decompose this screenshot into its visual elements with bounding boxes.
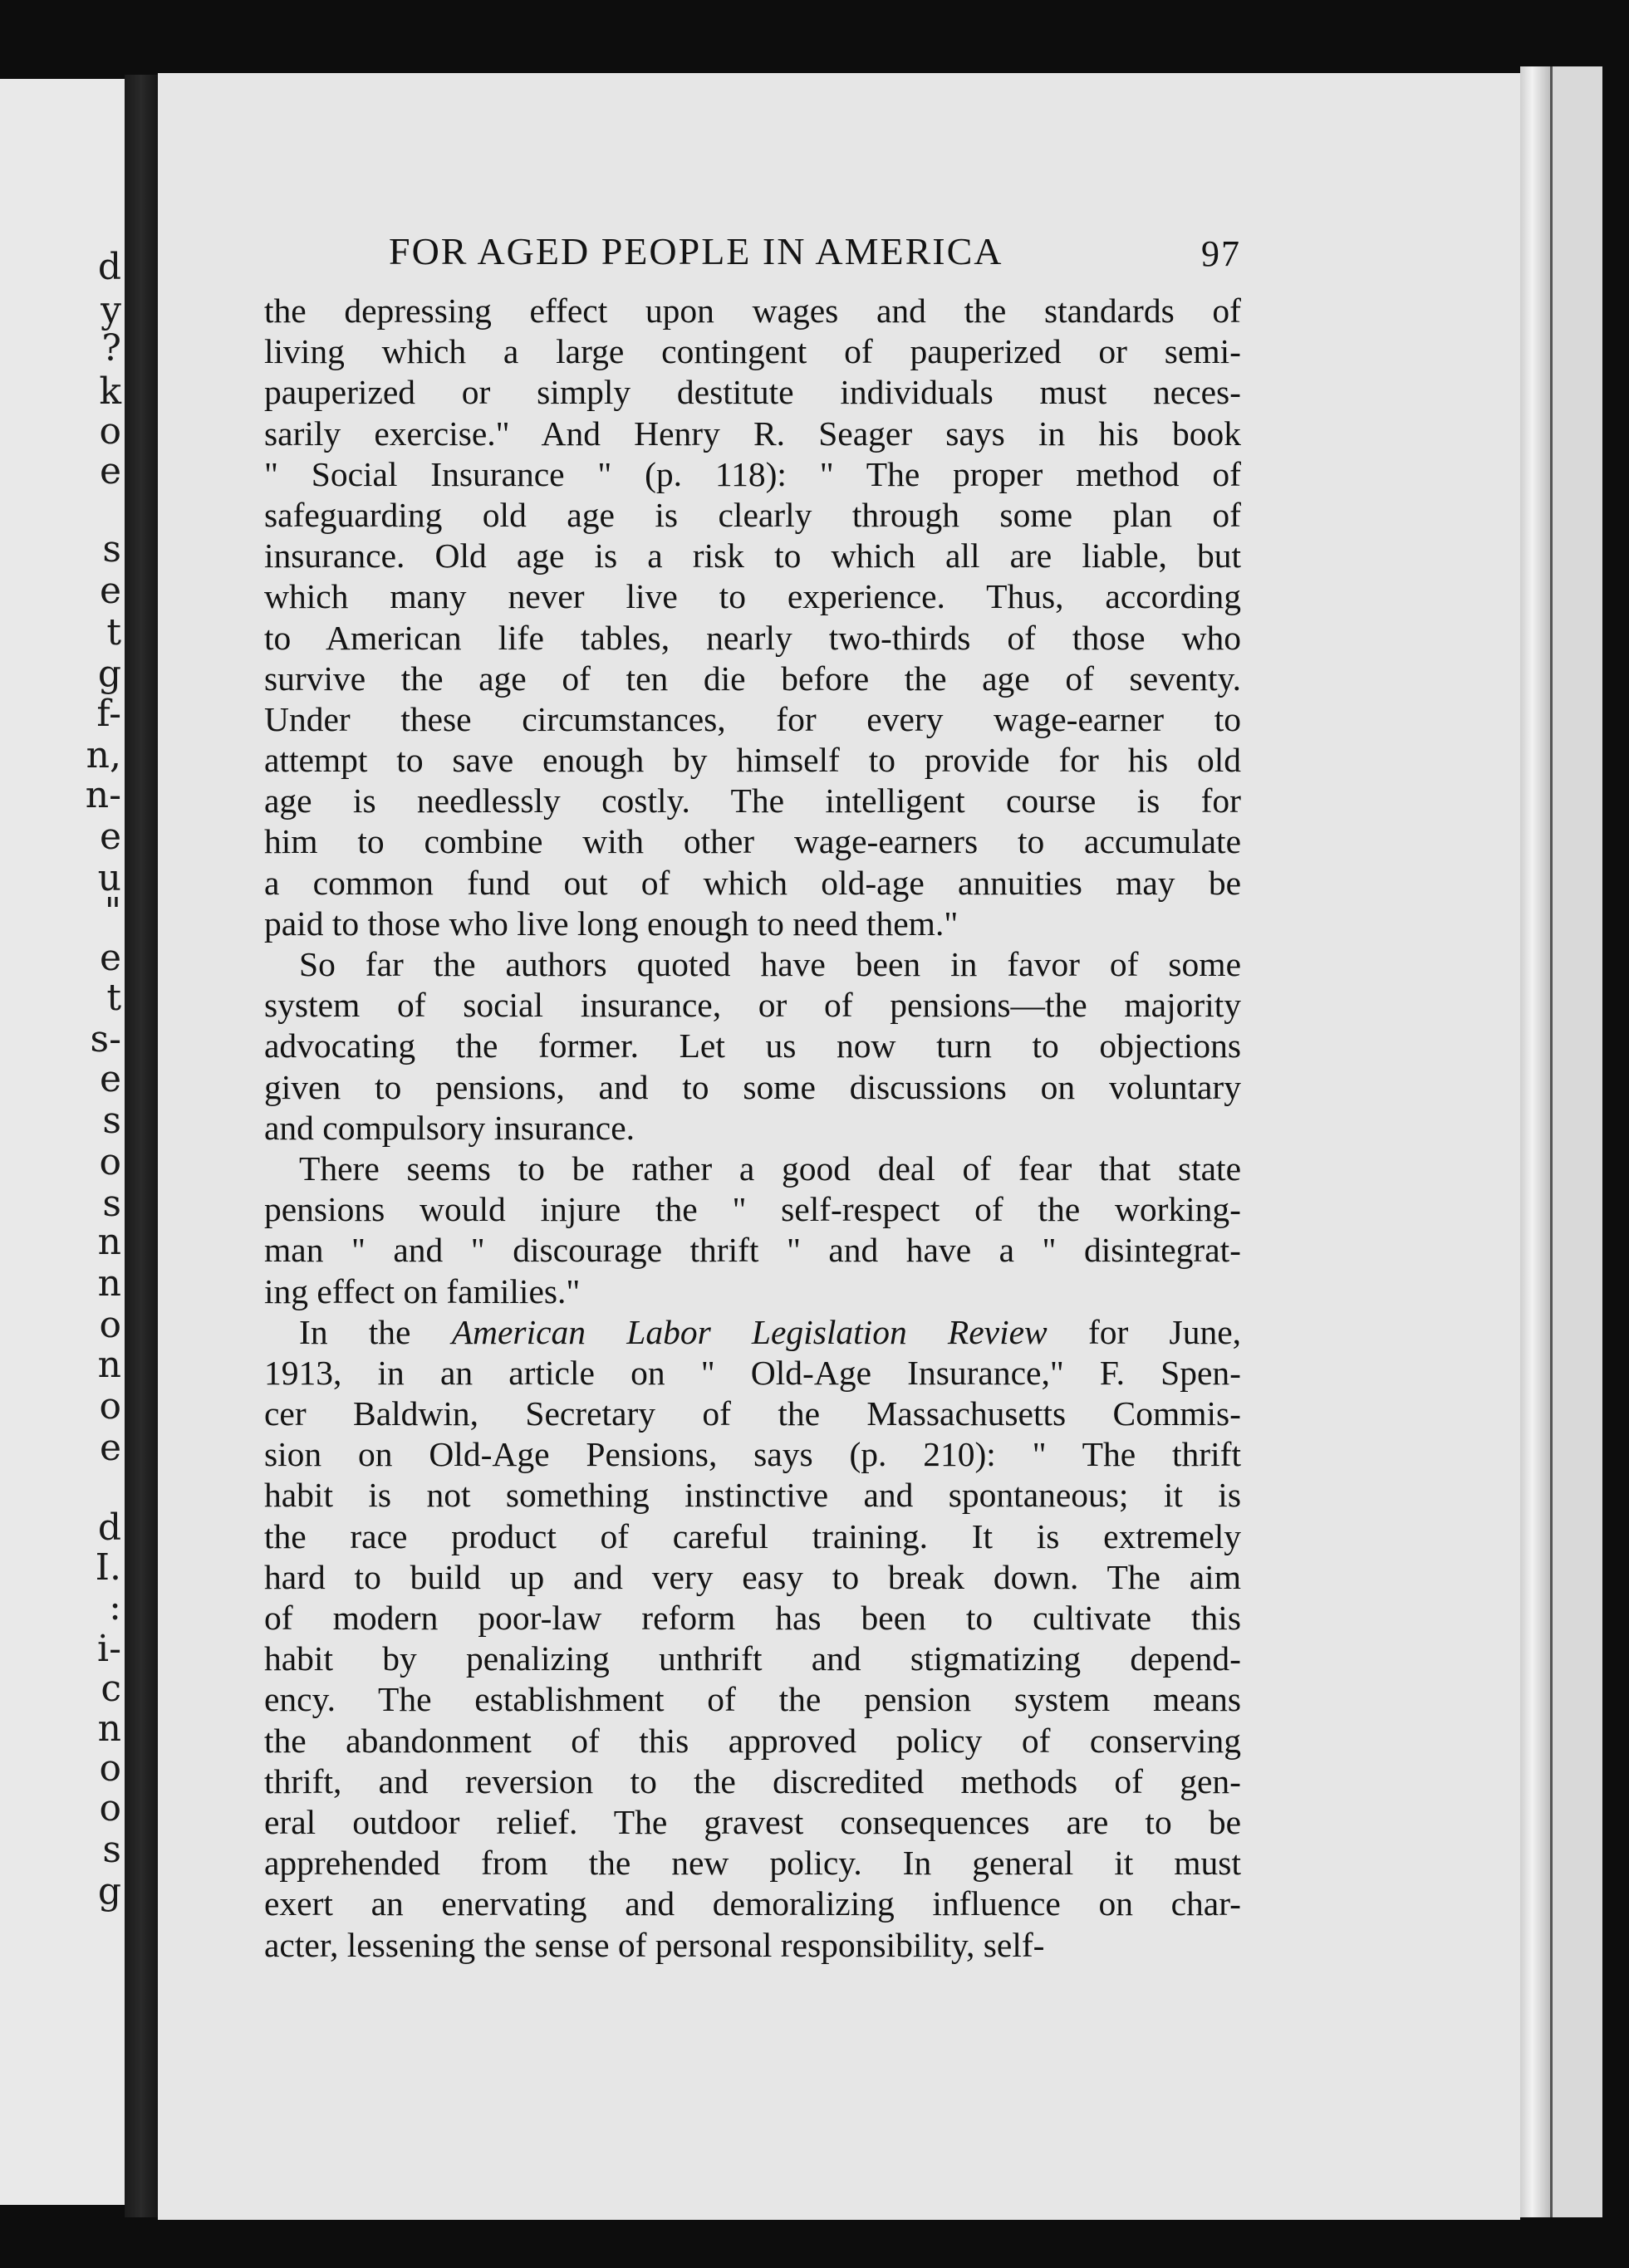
text-line: advocating the former. Let us now turn to objections bbox=[264, 1026, 1241, 1065]
facing-page-fragment: t bbox=[106, 977, 121, 1019]
running-title: FOR AGED PEOPLE IN AMERICA bbox=[389, 230, 1003, 272]
text-line: pauperized or simply destitute individuals must neces- bbox=[264, 373, 1241, 412]
facing-page-fragment: y bbox=[101, 289, 121, 331]
text-line: ency. The establishment of the pension system means bbox=[264, 1680, 1241, 1719]
facing-page-fragment: c bbox=[101, 1668, 121, 1710]
running-header bbox=[264, 224, 1241, 291]
facing-page-fragment: g bbox=[97, 1870, 121, 1913]
text-line: age is needlessly costly. The intelligent course is for bbox=[264, 781, 1241, 820]
text-line: and compulsory insurance. bbox=[264, 1108, 635, 1147]
page-number: 97 bbox=[1201, 233, 1241, 274]
facing-page-fragment: o bbox=[99, 1141, 121, 1183]
text-line: eral outdoor relief. The gravest consequences are to be bbox=[264, 1802, 1241, 1841]
text-line: sion on Old-Age Pensions, says (p. 210): " The thrift bbox=[264, 1435, 1241, 1474]
text-line: living which a large contingent of pauperized or semi- bbox=[264, 332, 1241, 371]
text-line: So far the authors quoted have been in favor of some bbox=[299, 945, 1241, 983]
facing-page-fragment: s bbox=[102, 1829, 121, 1871]
book-gutter bbox=[125, 75, 158, 2217]
facing-page-fragment: o bbox=[99, 1304, 121, 1346]
facing-page-fragment: t bbox=[106, 611, 121, 654]
page-text-block bbox=[264, 224, 1241, 1966]
text-line: the abandonment of this approved policy of conserving bbox=[264, 1721, 1241, 1760]
facing-page-fragment: e bbox=[99, 1058, 121, 1100]
book-cover-edge bbox=[1550, 66, 1602, 2217]
facing-page-fragment: s- bbox=[90, 1018, 121, 1061]
facing-page-fragment: e bbox=[99, 1427, 121, 1469]
text-line: which many never live to experience. Thus, according bbox=[264, 577, 1241, 616]
text-line: insurance. Old age is a risk to which all are liable, but bbox=[264, 536, 1241, 576]
text-line: habit by penalizing unthrift and stigmatizing depend- bbox=[264, 1639, 1241, 1678]
text-line: There seems to be rather a good deal of fear that state bbox=[299, 1149, 1241, 1188]
text-line: ing effect on families." bbox=[264, 1271, 581, 1310]
text-line: safeguarding old age is clearly through some plan of bbox=[264, 495, 1241, 534]
text-line: 1913, in an article on " Old-Age Insurance," F. Spen- bbox=[264, 1353, 1241, 1392]
text-line: habit is not something instinctive and spontaneous; it is bbox=[264, 1476, 1241, 1515]
text-line: the depressing effect upon wages and the standards of bbox=[264, 291, 1241, 330]
facing-page-fragment: o bbox=[99, 1747, 121, 1790]
text-line: hard to build up and very easy to break down. The aim bbox=[264, 1557, 1241, 1596]
body-text bbox=[264, 291, 1241, 1966]
facing-page-fragment: e bbox=[99, 570, 121, 612]
text-line: a common fund out of which old-age annuities may be bbox=[264, 863, 1241, 902]
facing-page-fragment: o bbox=[99, 1787, 121, 1830]
facing-page-fragment: : bbox=[109, 1586, 121, 1629]
text-run: for June, bbox=[1047, 1312, 1241, 1351]
text-line: Under these circumstances, for every wage-earner to bbox=[264, 699, 1241, 738]
text-line: apprehended from the new policy. In general it must bbox=[264, 1844, 1241, 1883]
text-line: cer Baldwin, Secretary of the Massachusetts Commis- bbox=[264, 1394, 1241, 1433]
facing-page-fragment: I. bbox=[95, 1546, 121, 1589]
text-line: attempt to save enough by himself to provide for his old bbox=[264, 741, 1241, 780]
facing-page-fragment: o bbox=[99, 1385, 121, 1428]
facing-page-fragment: " bbox=[104, 890, 121, 933]
facing-page-fragment: s bbox=[102, 1100, 121, 1142]
text-line: him to combine with other wage-earners to accumulate bbox=[264, 822, 1241, 861]
text-line: survive the age of ten die before the age of seventy. bbox=[264, 659, 1241, 698]
facing-page-fragment: u bbox=[97, 857, 121, 899]
text-line: the race product of careful training. It is extremely bbox=[264, 1516, 1241, 1555]
facing-page-fragment: o bbox=[99, 410, 121, 453]
text-line bbox=[264, 1312, 1241, 1353]
text-line: given to pensions, and to some discussions on voluntary bbox=[264, 1067, 1241, 1106]
text-line: to American life tables, nearly two-thirds of those who bbox=[264, 618, 1241, 657]
facing-page-fragment: e bbox=[99, 937, 121, 979]
text-line: acter, lessening the sense of personal responsibility, self- bbox=[264, 1925, 1045, 1964]
facing-page-fragment: s bbox=[102, 1183, 121, 1225]
facing-page-fragment: n bbox=[97, 1344, 121, 1386]
facing-page-fragment: s bbox=[102, 528, 121, 571]
text-line: man " and " discourage thrift " and have a " disintegrat- bbox=[264, 1231, 1241, 1270]
text-line: exert an enervating and demoralizing influence on char- bbox=[264, 1884, 1241, 1923]
text-line: paid to those who live long enough to need them." bbox=[264, 904, 959, 943]
facing-page-fragment: i- bbox=[97, 1628, 121, 1670]
facing-page-fragment: e bbox=[99, 816, 121, 858]
text-line: " Social Insurance " (p. 118): " The proper method of bbox=[264, 454, 1241, 493]
text-line: thrift, and reversion to the discredited methods of gen- bbox=[264, 1761, 1241, 1800]
facing-page-fragment: n bbox=[97, 1707, 121, 1750]
facing-page-fragment: f- bbox=[96, 693, 121, 735]
text-line: sarily exercise." And Henry R. Seager says in his book bbox=[264, 414, 1241, 453]
facing-page-fragment: d bbox=[97, 246, 121, 288]
page-edge-right bbox=[1520, 66, 1550, 2217]
facing-page-fragment: n bbox=[97, 1262, 121, 1305]
journal-title: American Labor Legislation Review bbox=[451, 1312, 1048, 1351]
facing-page-edge bbox=[0, 79, 125, 2205]
facing-page-fragment: e bbox=[99, 450, 121, 492]
facing-page-fragment: g bbox=[97, 653, 121, 695]
text-line: of modern poor-law reform has been to cultivate this bbox=[264, 1599, 1241, 1637]
facing-page-fragment: n bbox=[97, 1221, 121, 1263]
facing-page-fragment: n- bbox=[85, 774, 121, 816]
facing-page-fragment: n, bbox=[86, 734, 121, 776]
text-line: pensions would injure the " self-respect of the working- bbox=[264, 1190, 1241, 1229]
text-line: system of social insurance, or of pensions—the majority bbox=[264, 986, 1241, 1025]
facing-page-fragment: ? bbox=[101, 327, 121, 370]
text-run: In the bbox=[299, 1312, 452, 1351]
facing-page-fragment: k bbox=[99, 370, 121, 413]
facing-page-fragment: d bbox=[97, 1506, 121, 1549]
